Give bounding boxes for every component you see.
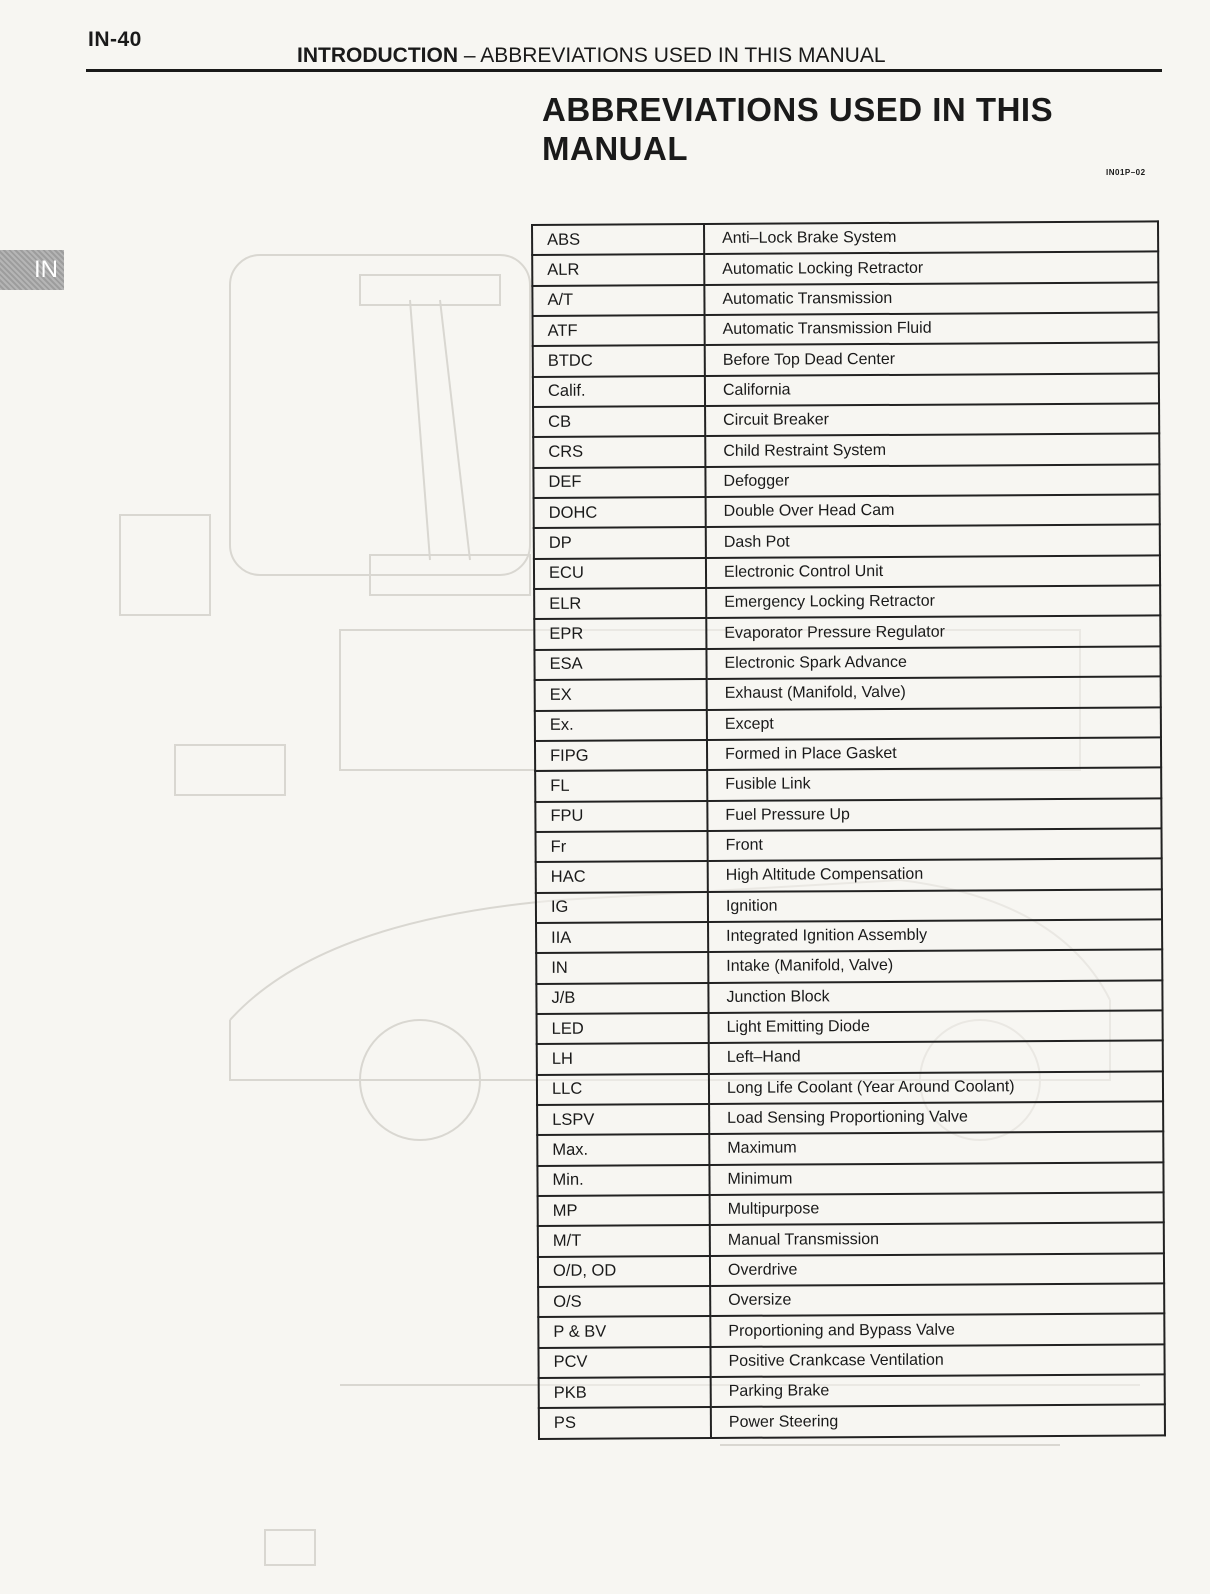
meaning-cell: Light Emitting Diode — [709, 1010, 1163, 1043]
abbreviation-cell: ESA — [534, 649, 706, 680]
meaning-cell: Left–Hand — [709, 1041, 1163, 1074]
abbreviation-cell: ABS — [532, 224, 704, 255]
abbreviation-cell: EX — [535, 679, 707, 710]
abbreviation-cell: LED — [537, 1013, 709, 1044]
abbreviation-cell: PS — [539, 1407, 711, 1439]
meaning-cell: Automatic Transmission Fluid — [705, 312, 1159, 345]
abbreviation-cell: O/D, OD — [538, 1256, 710, 1287]
table-row — [537, 1162, 1163, 1196]
table-row — [533, 434, 1159, 468]
meaning-cell: Junction Block — [708, 980, 1162, 1013]
table-row — [534, 586, 1160, 620]
table-row — [538, 1253, 1164, 1287]
abbreviation-cell: EPR — [534, 618, 706, 649]
header-separator: – — [458, 44, 481, 67]
meaning-cell: Emergency Locking Retractor — [706, 586, 1160, 619]
table-row — [538, 1283, 1164, 1317]
abbreviation-cell: FPU — [535, 801, 707, 832]
meaning-cell: Integrated Ignition Assembly — [708, 919, 1162, 952]
meaning-cell: Electronic Control Unit — [706, 555, 1160, 588]
abbreviation-cell: CB — [533, 406, 705, 437]
meaning-cell: Maximum — [709, 1132, 1163, 1165]
table-row — [537, 1132, 1163, 1166]
abbreviation-cell: LSPV — [537, 1104, 709, 1135]
abbreviation-cell: ALR — [532, 254, 704, 285]
table-row — [535, 677, 1161, 711]
meaning-cell: Except — [707, 707, 1161, 740]
meaning-cell: Front — [707, 828, 1161, 861]
abbreviations-table-body — [532, 221, 1165, 1439]
abbreviation-cell: PCV — [538, 1347, 710, 1378]
reference-code: IN01P–02 — [1106, 168, 1146, 177]
abbreviation-cell: IIA — [536, 922, 708, 953]
meaning-cell: Minimum — [709, 1162, 1163, 1195]
meaning-cell: Double Over Head Cam — [706, 494, 1160, 527]
table-row — [538, 1192, 1164, 1226]
abbreviation-cell: O/S — [538, 1286, 710, 1317]
table-row — [533, 343, 1159, 377]
abbreviation-cell: J/B — [536, 983, 708, 1014]
abbreviation-cell: FIPG — [535, 740, 707, 771]
page-number: IN-40 — [88, 28, 142, 51]
abbreviation-cell: M/T — [538, 1225, 710, 1256]
meaning-cell: Anti–Lock Brake System — [704, 221, 1158, 254]
table-row — [539, 1405, 1165, 1439]
meaning-cell: High Altitude Compensation — [708, 859, 1162, 892]
table-row — [535, 737, 1161, 771]
table-row — [538, 1314, 1164, 1348]
table-row — [537, 1071, 1163, 1105]
abbreviation-cell: Max. — [537, 1134, 709, 1165]
table-row — [536, 889, 1162, 923]
table-row — [533, 373, 1159, 407]
table-row — [535, 707, 1161, 741]
abbreviation-cell: Ex. — [535, 709, 707, 740]
abbreviation-cell: ECU — [534, 558, 706, 589]
abbreviation-cell: IG — [536, 892, 708, 923]
meaning-cell: Fusible Link — [707, 768, 1161, 801]
meaning-cell: Dash Pot — [706, 525, 1160, 558]
meaning-cell: Automatic Locking Retractor — [704, 252, 1158, 285]
meaning-cell: California — [705, 373, 1159, 406]
abbreviation-cell: LH — [537, 1043, 709, 1074]
table-row — [535, 768, 1161, 802]
meaning-cell: Evaporator Pressure Regulator — [706, 616, 1160, 649]
abbreviation-cell: Min. — [537, 1165, 709, 1196]
table-row — [533, 403, 1159, 437]
meaning-cell: Electronic Spark Advance — [706, 646, 1160, 679]
abbreviation-cell: IN — [536, 952, 708, 983]
meaning-cell: Manual Transmission — [710, 1223, 1164, 1256]
abbreviation-cell: FL — [535, 770, 707, 801]
table-row — [532, 221, 1158, 255]
abbreviation-cell: A/T — [532, 285, 704, 316]
abbreviation-cell: DOHC — [534, 497, 706, 528]
table-row — [536, 828, 1162, 862]
abbreviation-cell: Calif. — [533, 376, 705, 407]
meaning-cell: Automatic Transmission — [704, 282, 1158, 315]
meaning-cell: Power Steering — [711, 1405, 1165, 1438]
header-subsection: ABBREVIATIONS USED IN THIS MANUAL — [480, 44, 886, 67]
table-row — [536, 950, 1162, 984]
section-tab: IN — [0, 250, 64, 290]
meaning-cell: Fuel Pressure Up — [707, 798, 1161, 831]
meaning-cell: Formed in Place Gasket — [707, 737, 1161, 770]
abbreviation-cell: ELR — [534, 588, 706, 619]
meaning-cell: Exhaust (Manifold, Valve) — [707, 677, 1161, 710]
table-row — [532, 282, 1158, 316]
table-row — [534, 525, 1160, 559]
header-rule — [86, 69, 1162, 72]
abbreviation-cell: LLC — [537, 1074, 709, 1105]
meaning-cell: Proportioning and Bypass Valve — [710, 1314, 1164, 1347]
table-row — [533, 464, 1159, 498]
table-row — [534, 494, 1160, 528]
meaning-cell: Oversize — [710, 1283, 1164, 1316]
table-row — [534, 616, 1160, 650]
table-row — [537, 1041, 1163, 1075]
meaning-cell: Ignition — [708, 889, 1162, 922]
abbreviation-cell: HAC — [536, 861, 708, 892]
table-row — [535, 798, 1161, 832]
abbreviation-cell: Fr — [536, 831, 708, 862]
table-row — [532, 252, 1158, 286]
meaning-cell: Intake (Manifold, Valve) — [708, 950, 1162, 983]
meaning-cell: Multipurpose — [710, 1192, 1164, 1225]
abbreviation-cell: PKB — [539, 1377, 711, 1408]
table-row — [536, 919, 1162, 953]
meaning-cell: Long Life Coolant (Year Around Coolant) — [709, 1071, 1163, 1104]
table-row — [533, 312, 1159, 346]
table-row — [538, 1223, 1164, 1257]
page-title: ABBREVIATIONS USED IN THIS MANUAL — [542, 91, 1054, 167]
header-section: INTRODUCTION — [297, 44, 458, 67]
abbreviation-cell: DP — [534, 527, 706, 558]
meaning-cell: Before Top Dead Center — [705, 343, 1159, 376]
table-row — [536, 859, 1162, 893]
meaning-cell: Load Sensing Proportioning Valve — [709, 1101, 1163, 1134]
abbreviations-table — [531, 220, 1166, 1440]
abbreviation-cell: ATF — [533, 315, 705, 346]
running-header — [297, 44, 886, 68]
abbreviation-cell: DEF — [533, 467, 705, 498]
table-row — [537, 1010, 1163, 1044]
meaning-cell: Defogger — [705, 464, 1159, 497]
meaning-cell: Positive Crankcase Ventilation — [710, 1344, 1164, 1377]
abbreviation-cell: MP — [538, 1195, 710, 1226]
table-row — [539, 1374, 1165, 1408]
table-row — [538, 1344, 1164, 1378]
meaning-cell: Circuit Breaker — [705, 403, 1159, 436]
table-row — [534, 555, 1160, 589]
abbreviation-cell: CRS — [533, 436, 705, 467]
table-row — [537, 1101, 1163, 1135]
abbreviation-cell: P & BV — [538, 1316, 710, 1347]
meaning-cell: Child Restraint System — [705, 434, 1159, 467]
table-row — [536, 980, 1162, 1014]
table-row — [534, 646, 1160, 680]
abbreviation-cell: BTDC — [533, 345, 705, 376]
meaning-cell: Parking Brake — [711, 1374, 1165, 1407]
meaning-cell: Overdrive — [710, 1253, 1164, 1286]
